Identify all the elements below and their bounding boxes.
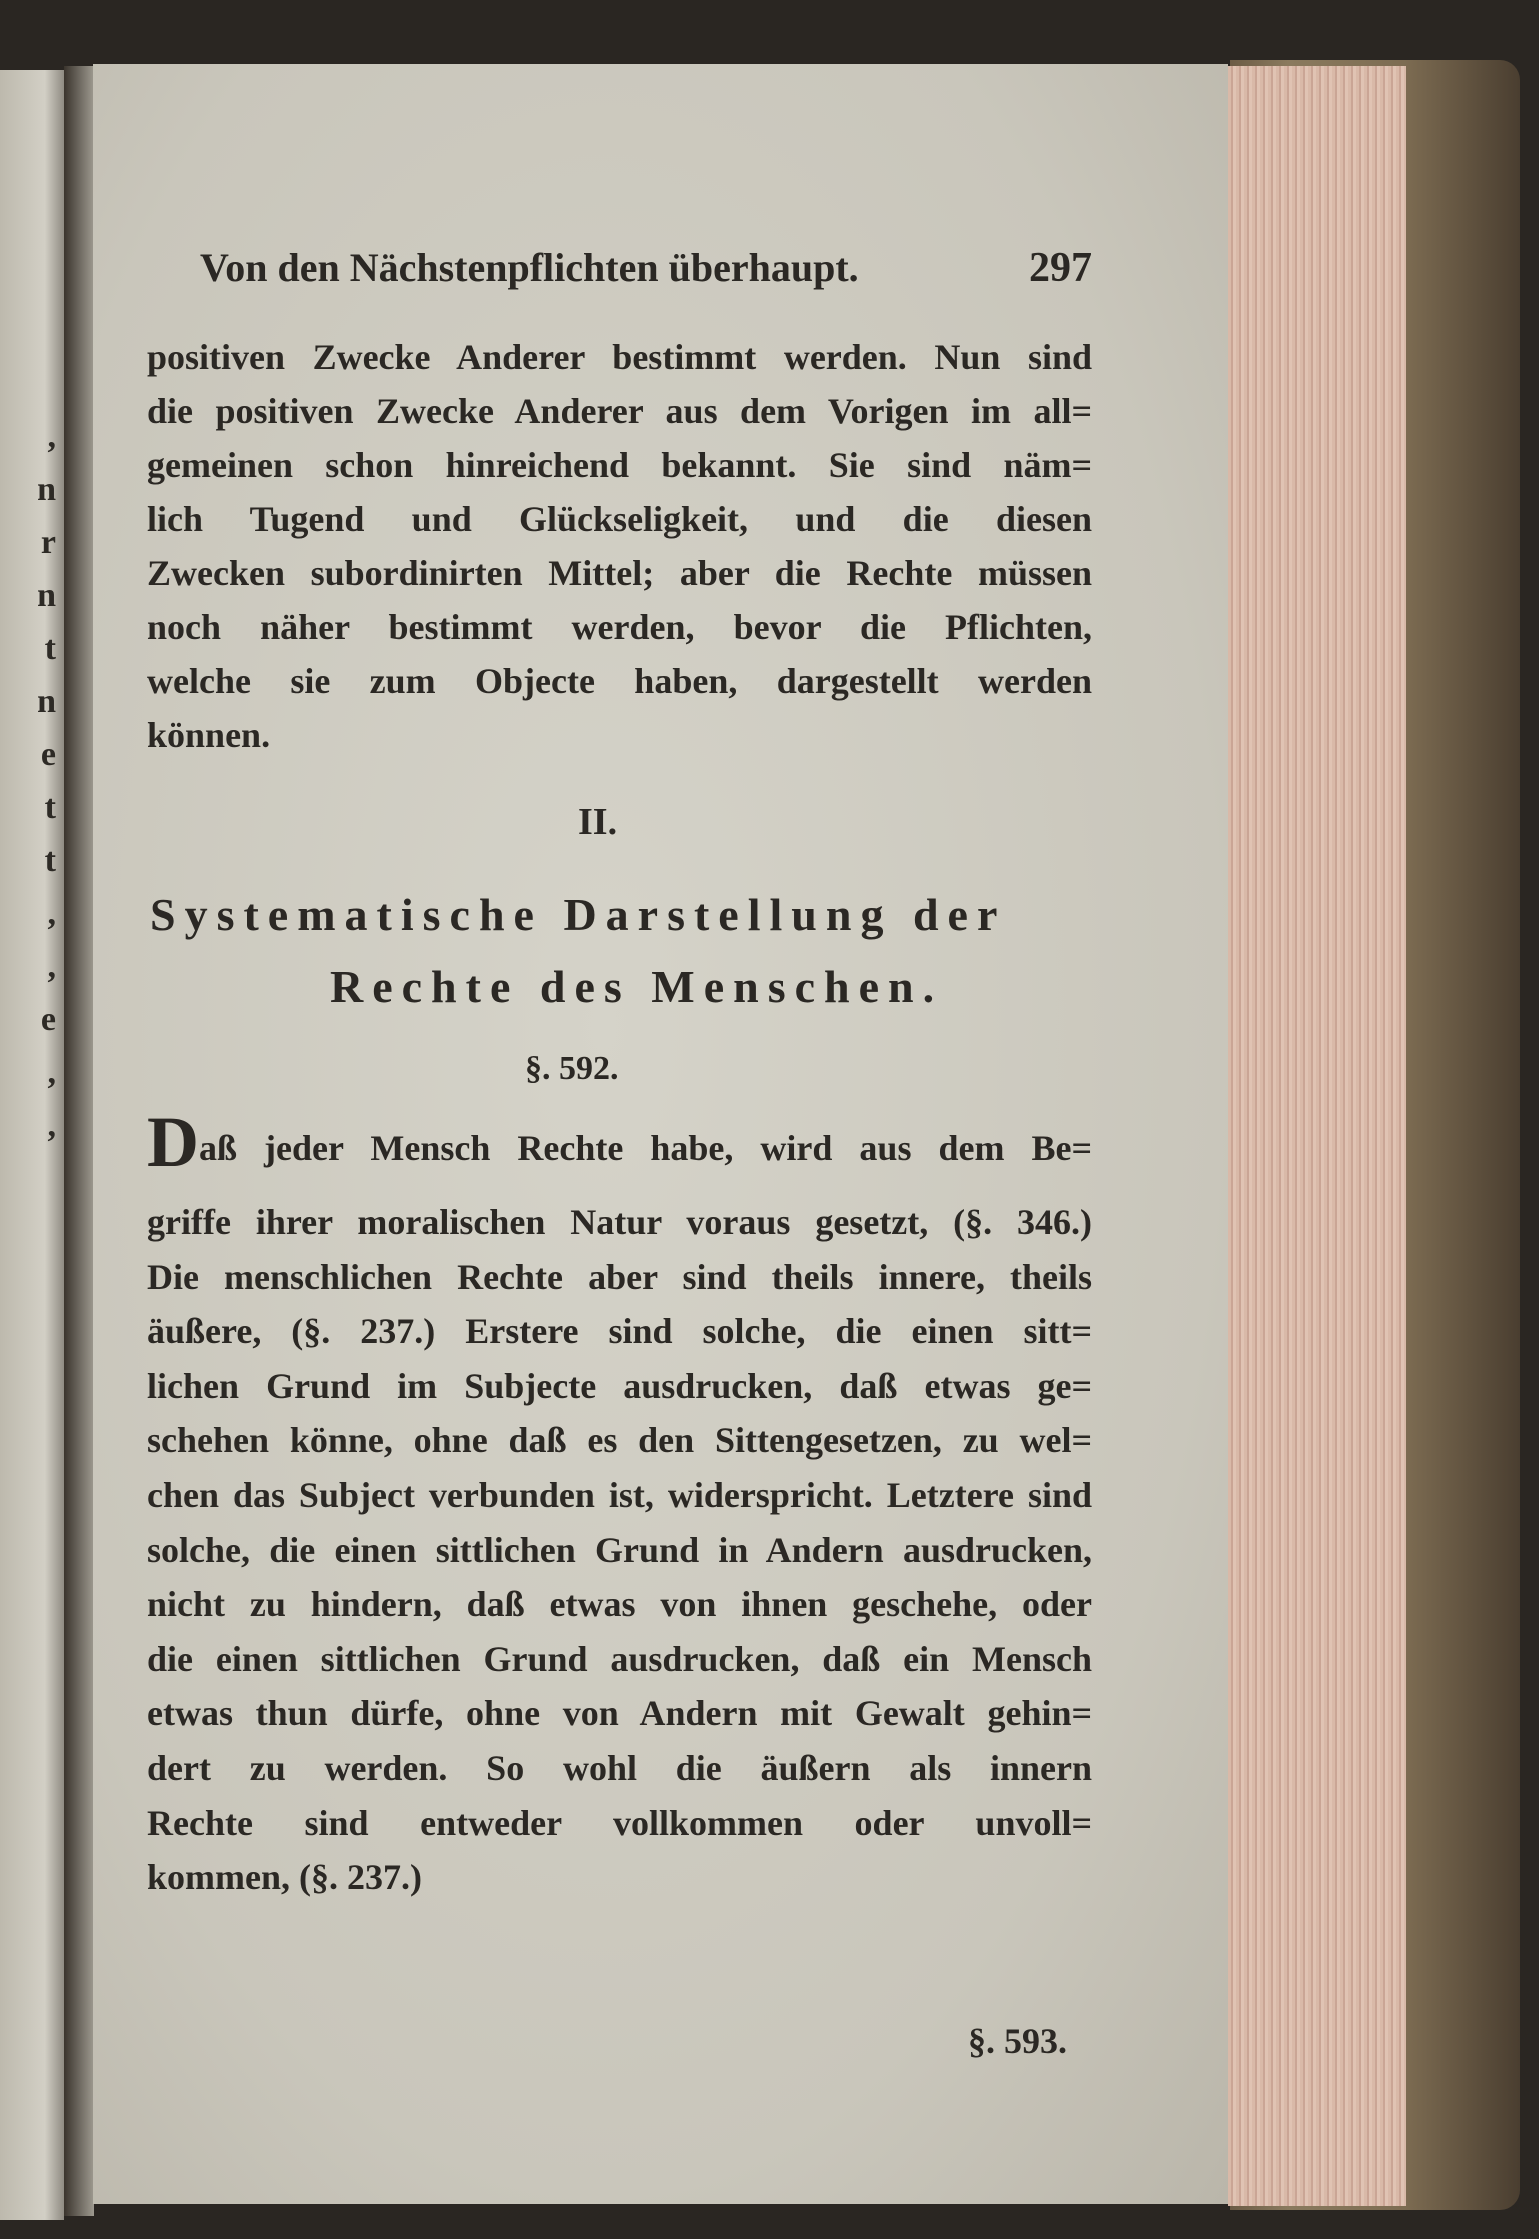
paragraph2-line: solche, die einen sittlichen Grund in Andern ausdrucken, [147, 1529, 1092, 1570]
page-number: 297 [1029, 245, 1092, 291]
facing-page-letter: r [40, 524, 56, 561]
running-title: Von den Nächstenpflichten überhaupt. [200, 245, 859, 290]
facing-page-letter: , [47, 1107, 56, 1144]
paragraph2-line: dert zu werden. So wohl die äußern als innern [147, 1748, 1092, 1788]
paragraph2-line: die einen sittlichen Grund ausdrucken, daß ein Mensch [147, 1638, 1092, 1679]
facing-page-letter: , [47, 895, 56, 932]
paragraph1-line: welche sie zum Objecte haben, dargestellt werden [147, 661, 1092, 701]
facing-page-letter: e [40, 736, 56, 773]
paragraph1-line: positiven Zwecke Anderer bestimmt werden. Nun sind [147, 337, 1092, 377]
page-edges [1228, 66, 1406, 2206]
paragraph2-line: schehen könne, ohne daß es den Sittengesetzen, zu wel= [147, 1420, 1092, 1461]
paragraph2-line [147, 1102, 1092, 1182]
book-gutter [64, 66, 94, 2216]
paragraph-mark: §. 592. [525, 1050, 619, 1087]
paragraph2-line: kommen, (§. 237.) [147, 1857, 422, 1898]
facing-page-letter: t [44, 630, 56, 667]
facing-page-letter: , [47, 948, 56, 985]
facing-page-edge [0, 70, 64, 2220]
paragraph1-line: die positiven Zwecke Anderer aus dem Vorigen im all= [147, 391, 1092, 431]
facing-page-letter: t [44, 842, 56, 879]
paragraph1-line: lich Tugend und Glückseligkeit, und die diesen [147, 499, 1092, 539]
section-title-line1: Systematische Darstellung der [150, 889, 1007, 940]
paragraph2-line: äußere, (§. 237.) Erstere sind solche, die einen sitt= [147, 1311, 1092, 1352]
paragraph2-line: lichen Grund im Subjecte ausdrucken, daß etwas ge= [147, 1365, 1092, 1406]
facing-page-letter: t [44, 789, 56, 826]
drop-cap: D [147, 1102, 199, 1182]
paragraph2-line: nicht zu hindern, daß etwas von ihnen geschehe, oder [147, 1584, 1092, 1625]
facing-page-letter: , [47, 1054, 56, 1091]
paragraph1-line: gemeinen schon hinreichend bekannt. Sie sind näm= [147, 445, 1092, 485]
paragraph2-first-line: aß jeder Mensch Rechte habe, wird aus dem Be= [199, 1128, 1092, 1168]
facing-page-letter: n [37, 471, 56, 508]
facing-page-letters [6, 410, 56, 1152]
paragraph2-line: Die menschlichen Rechte aber sind theils innere, theils [147, 1256, 1092, 1297]
facing-page-letter: , [47, 418, 56, 455]
catchword: §. 593. [968, 2021, 1067, 2061]
section-title-line2: Rechte des Menschen. [330, 961, 944, 1012]
paragraph2-line: chen das Subject verbunden ist, widerspricht. Letztere sind [147, 1475, 1092, 1515]
running-header [200, 244, 1092, 292]
paragraph2-line: Rechte sind entweder vollkommen oder unvoll= [147, 1802, 1092, 1843]
facing-page-letter: n [37, 683, 56, 720]
section-number: II. [578, 801, 618, 843]
facing-page-letter: e [40, 1001, 56, 1038]
paragraph1-line: Zwecken subordinirten Mittel; aber die Rechte müssen [147, 553, 1092, 593]
paragraph2-line: etwas thun dürfe, ohne von Andern mit Gewalt gehin= [147, 1693, 1092, 1734]
paragraph1-line: noch näher bestimmt werden, bevor die Pflichten, [147, 607, 1092, 647]
facing-page-letter: n [37, 577, 56, 614]
paragraph1-line: können. [147, 715, 271, 755]
paragraph2-line: griffe ihrer moralischen Natur voraus gesetzt, (§. 346.) [147, 1202, 1092, 1242]
